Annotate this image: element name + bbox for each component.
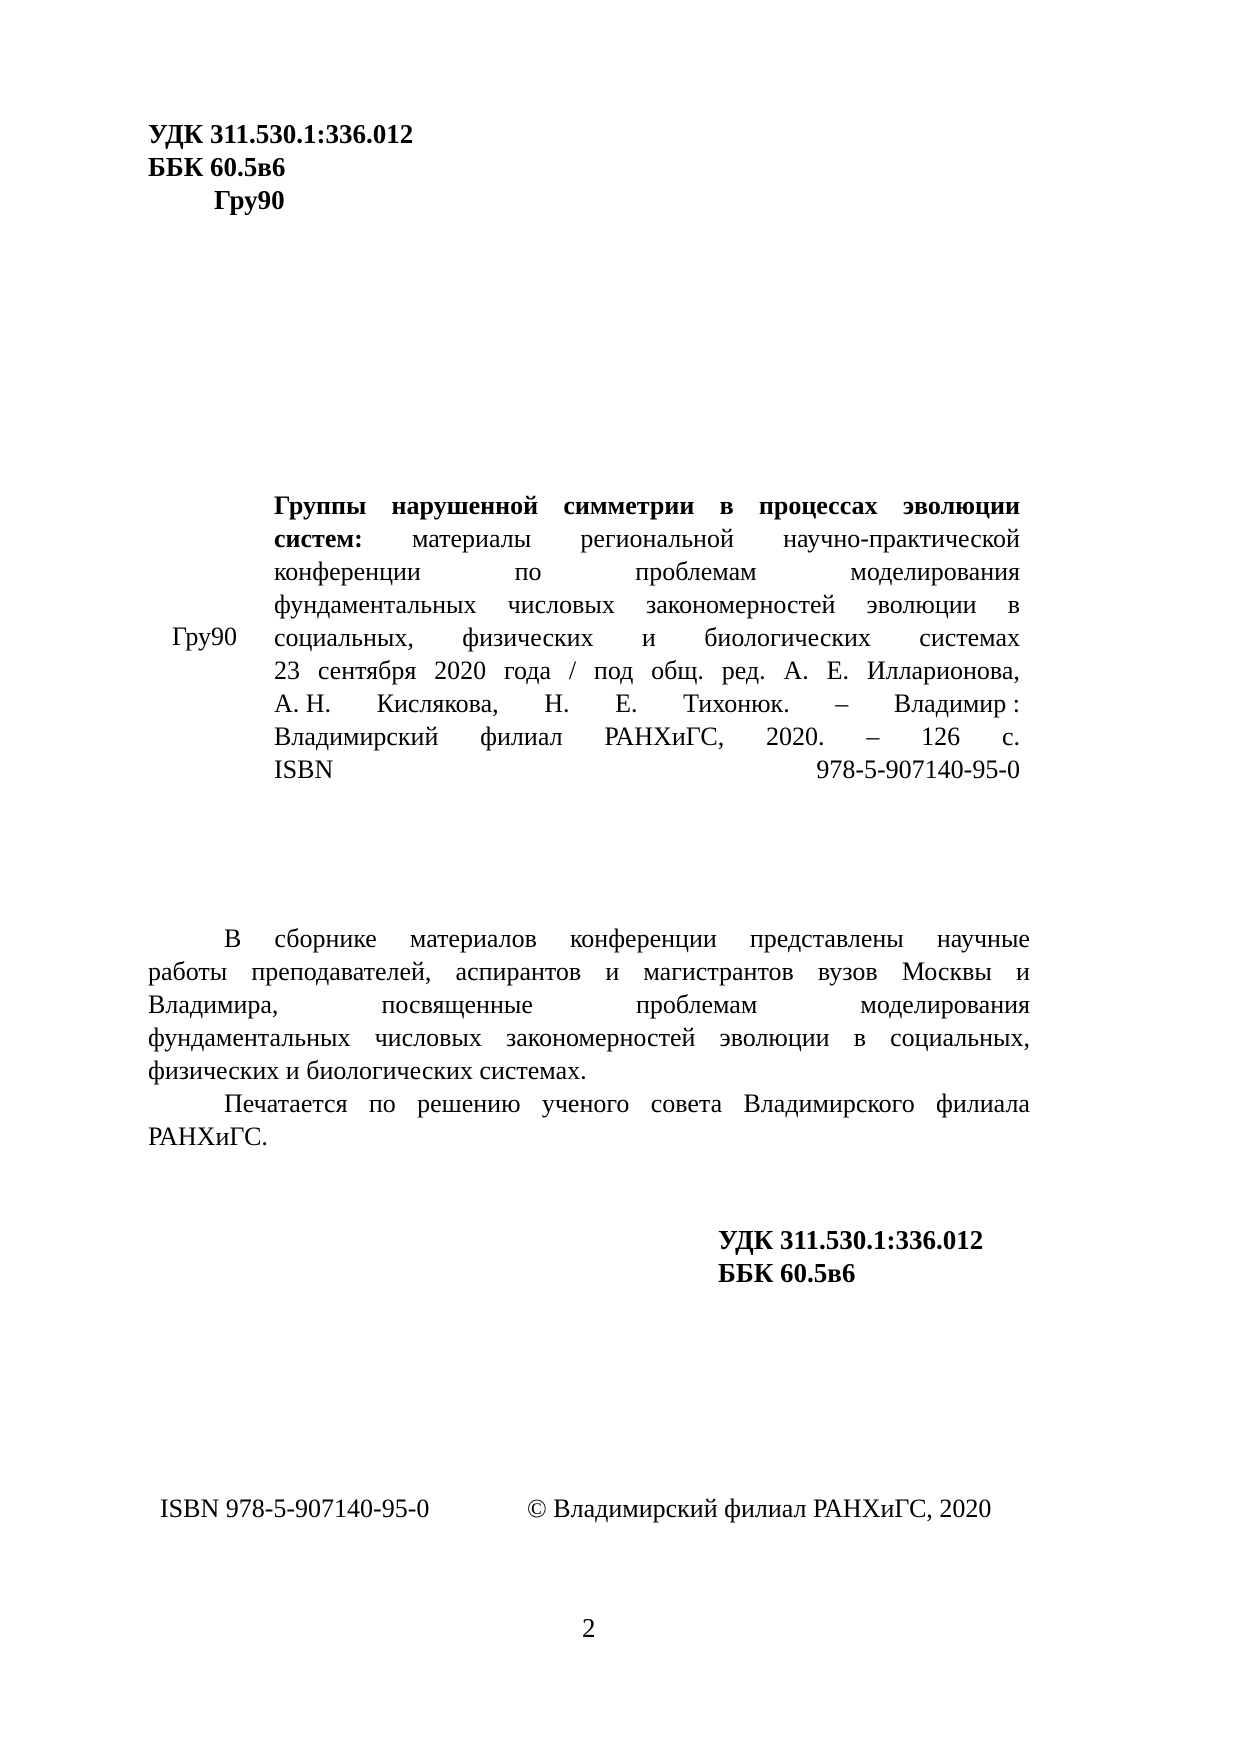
annotation xyxy=(148,922,1030,1153)
word: фундаментальных xyxy=(274,590,477,619)
word: 23 xyxy=(274,656,300,685)
annotation-line-2 xyxy=(148,955,1030,988)
word: и xyxy=(1015,957,1030,986)
card-line-5 xyxy=(274,621,1020,654)
word: Владимира, xyxy=(148,990,279,1019)
word: Илларионова, xyxy=(866,656,1020,685)
word: филиала xyxy=(936,1089,1030,1118)
top-classification-index xyxy=(148,118,413,217)
word: и xyxy=(605,957,620,986)
word: региональной xyxy=(580,524,734,553)
word: числовых xyxy=(507,590,615,619)
word: под xyxy=(593,656,634,685)
word: магистрантов xyxy=(643,957,794,986)
word: эволюции xyxy=(866,590,977,619)
word: В xyxy=(224,924,242,953)
card-line-7 xyxy=(274,687,1020,720)
word: проблемам xyxy=(635,557,757,586)
word: по xyxy=(514,557,542,586)
word: Печатается xyxy=(224,1089,348,1118)
word: А. xyxy=(783,656,809,685)
footer-copyright: © Владимирский филиал РАНХиГС, 2020 xyxy=(527,1494,992,1523)
word: сборнике xyxy=(274,924,377,953)
word: / xyxy=(568,656,577,685)
card-line-4 xyxy=(274,588,1020,621)
word: эволюции xyxy=(719,1023,830,1052)
word: процессах xyxy=(758,491,878,520)
word: Москвы xyxy=(901,957,992,986)
word: научно-практической xyxy=(783,524,1020,553)
word: нарушенной xyxy=(391,491,539,520)
word: Владимир : xyxy=(893,689,1020,718)
word: материалы xyxy=(412,524,532,553)
word: 2020 xyxy=(434,656,487,685)
word: системах xyxy=(919,623,1020,652)
annotation-line-3 xyxy=(148,988,1030,1021)
word: закономерностей xyxy=(645,590,836,619)
word: эволюции xyxy=(902,491,1020,520)
word: симметрии xyxy=(563,491,695,520)
word: социальных, xyxy=(890,1023,1030,1052)
word: Н. xyxy=(544,689,570,718)
bottom-udk: УДК 311.530.1:336.012 xyxy=(718,1225,984,1255)
annotation-line-6 xyxy=(148,1087,1030,1120)
word: моделирования xyxy=(850,557,1020,586)
word: Е. xyxy=(826,656,849,685)
word: физических xyxy=(462,623,594,652)
top-bbk: ББК 60.5в6 xyxy=(148,152,286,182)
card-title-part2: систем: xyxy=(274,524,363,553)
top-author-sign: Гру90 xyxy=(214,185,285,215)
word: Тихонюк. xyxy=(683,689,790,718)
word: вузов xyxy=(817,957,878,986)
annotation-line-5: физических и биологических системах. xyxy=(148,1056,587,1085)
annotation-line-1 xyxy=(148,922,1030,955)
word: ред. xyxy=(721,656,766,685)
card-line-6 xyxy=(274,654,1020,687)
word: Е. xyxy=(615,689,638,718)
card-line-2 xyxy=(274,522,1020,555)
word: Группы xyxy=(274,491,367,520)
card-line-1 xyxy=(274,489,1020,522)
card-line-8: Владимирский филиал РАНХиГС, 2020. – 126 с. xyxy=(274,722,1020,751)
word: моделирования xyxy=(860,990,1030,1019)
footer-isbn: ISBN 978-5-907140-95-0 xyxy=(160,1494,430,1523)
bottom-classification-index xyxy=(718,1224,983,1290)
word: социальных, xyxy=(274,623,414,652)
word: по xyxy=(368,1089,396,1118)
annotation-line-7: РАНХиГС. xyxy=(148,1122,268,1151)
card-line-3 xyxy=(274,555,1020,588)
card-author-sign: Гру90 xyxy=(172,622,238,651)
word: фундаментальных xyxy=(148,1023,351,1052)
word: закономерностей xyxy=(505,1023,696,1052)
page-number: 2 xyxy=(582,1613,596,1643)
word: – xyxy=(835,689,849,718)
word: и xyxy=(641,623,656,652)
word: совета xyxy=(650,1089,723,1118)
word: научные xyxy=(936,924,1030,953)
word: ученого xyxy=(541,1089,630,1118)
word: представлены xyxy=(749,924,904,953)
word: преподавателей, xyxy=(251,957,432,986)
word: Кислякова, xyxy=(376,689,499,718)
word: работы xyxy=(148,957,228,986)
word: решению xyxy=(417,1089,521,1118)
word: материалов xyxy=(409,924,537,953)
word: общ. xyxy=(651,656,704,685)
word: конференции xyxy=(569,924,717,953)
annotation-line-4 xyxy=(148,1021,1030,1054)
word: сентября xyxy=(317,656,417,685)
word: года xyxy=(503,656,552,685)
word: посвященные xyxy=(381,990,533,1019)
bibliographic-card xyxy=(274,489,1020,786)
word: в xyxy=(719,491,734,520)
word: числовых xyxy=(374,1023,482,1052)
word: конференции xyxy=(274,557,421,586)
word: в xyxy=(853,1023,866,1052)
word: Владимирского xyxy=(743,1089,915,1118)
card-isbn: ISBN 978-5-907140-95-0 xyxy=(274,755,1020,784)
word: аспирантов xyxy=(455,957,582,986)
word: проблемам xyxy=(636,990,758,1019)
bottom-bbk: ББК 60.5в6 xyxy=(718,1258,856,1288)
top-udk: УДК 311.530.1:336.012 xyxy=(148,119,414,149)
word: А. Н. xyxy=(274,689,332,718)
word: в xyxy=(1007,590,1020,619)
word: биологических xyxy=(704,623,871,652)
